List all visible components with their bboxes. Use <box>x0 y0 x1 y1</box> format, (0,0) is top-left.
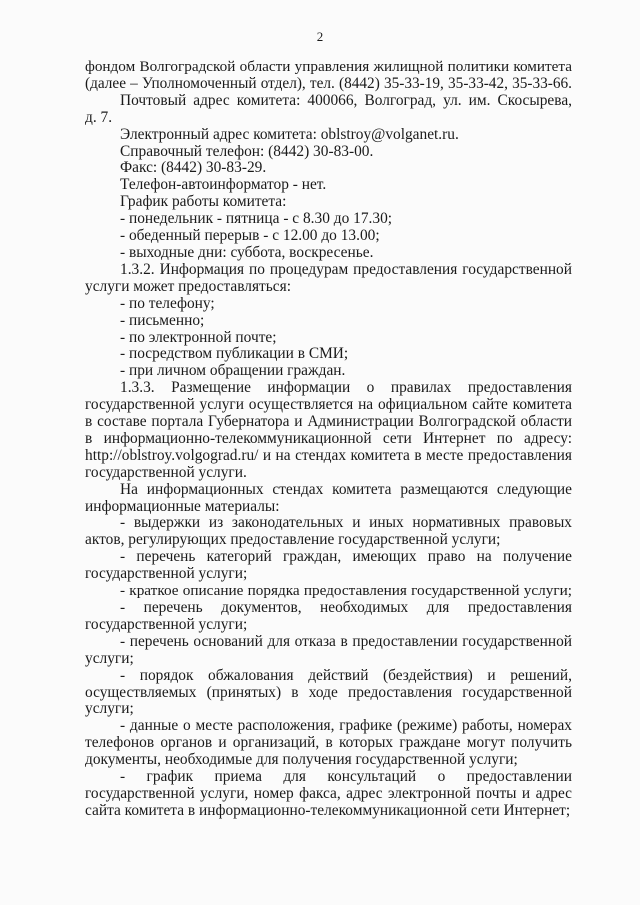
text-line: д. 7. <box>85 108 113 126</box>
list-item: - выдержки из законодательных и иных нормативных правовых <box>120 514 572 532</box>
list-item: - выходные дни: суббота, воскресенье. <box>120 243 374 261</box>
text-line: http://oblstroy.volgograd.ru/ и на стендах комитета в месте предоставления <box>85 446 572 464</box>
list-item: - перечень категорий граждан, имеющих право на получение <box>120 548 572 566</box>
text-line: государственной услуги, номер факса, адрес электронной почты и адрес <box>85 784 572 802</box>
list-item: - посредством публикации в СМИ; <box>120 345 349 363</box>
page-number: 2 <box>316 29 324 44</box>
list-item: - краткое описание порядка предоставления государственной услуги; <box>120 582 572 600</box>
text-line: 1.3.2. Информация по процедурам предоставления государственной <box>120 260 572 278</box>
document-body <box>85 59 572 820</box>
text-line: График работы комитета: <box>120 193 287 211</box>
text-line: государственной услуги; <box>85 565 248 583</box>
text-line: государственной услуги; <box>85 615 248 633</box>
list-item: - по телефону; <box>120 294 215 312</box>
list-item: - при личном обращении граждан. <box>120 362 346 380</box>
text-line: сайта комитета в информационно-телекоммуникационной сети Интернет; <box>85 801 571 819</box>
list-item: - перечень документов, необходимых для предоставления <box>120 599 572 616</box>
text-line: услуги может предоставляться: <box>85 277 291 295</box>
text-line: 1.3.3. Размещение информации о правилах предоставления <box>120 379 572 397</box>
text-line: осуществляемых (принятых) в ходе предоставления государственной <box>85 683 572 701</box>
text-line: услуги; <box>85 649 134 667</box>
list-item: - обеденный перерыв - с 12.00 до 13.00; <box>120 227 380 245</box>
text-line: телефонов органов и организаций, в которых граждане могут получить <box>85 734 572 752</box>
text-line: актов, регулирующих предоставление государственной услуги; <box>85 531 501 549</box>
text-line: государственной услуги. <box>85 463 247 481</box>
text-line: услуги; <box>85 700 134 718</box>
list-item: - письменно; <box>120 311 205 329</box>
text-line: Справочный телефон: (8442) 30-83-00. <box>120 142 374 160</box>
text-line: информационные материалы: <box>85 497 280 515</box>
text-line: (далее – Уполномоченный отдел), тел. (8442) 35-33-19, 35-33-42, 35-33-66. <box>85 74 572 92</box>
text-line: Факс: (8442) 30-83-29. <box>120 159 267 177</box>
text-line: документы, необходимые для получения государственной услуги; <box>85 751 518 769</box>
text-line: государственной услуги осуществляется на официальном сайте комитета <box>85 396 572 414</box>
text-line: фондом Волгоградской области управления жилищной политики комитета <box>85 58 572 75</box>
text-line: в информационно-телекоммуникационной сети Интернет по адресу: <box>85 429 572 447</box>
list-item: - график приема для консультаций о предоставлении <box>120 768 572 786</box>
list-item: - понедельник - пятница - с 8.30 до 17.30; <box>120 210 393 228</box>
list-item: - порядок обжалования действий (бездействия) и решений, <box>120 666 572 684</box>
text-line: в составе портала Губернатора и Администрации Волгоградской области <box>85 413 572 431</box>
list-item: - по электронной почте; <box>120 328 277 346</box>
text-line: На информационных стендах комитета размещаются следующие <box>120 480 572 498</box>
text-line: Почтовый адрес комитета: 400066, Волгоград, ул. им. Скосырева, <box>120 91 572 109</box>
list-item: - перечень оснований для отказа в предоставлении государственной <box>120 632 572 650</box>
text-line: Электронный адрес комитета: oblstroy@volganet.ru. <box>120 125 459 143</box>
text-line: Телефон-автоинформатор - нет. <box>120 176 327 194</box>
list-item: - данные о месте расположения, графике (режиме) работы, номерах <box>120 717 572 735</box>
